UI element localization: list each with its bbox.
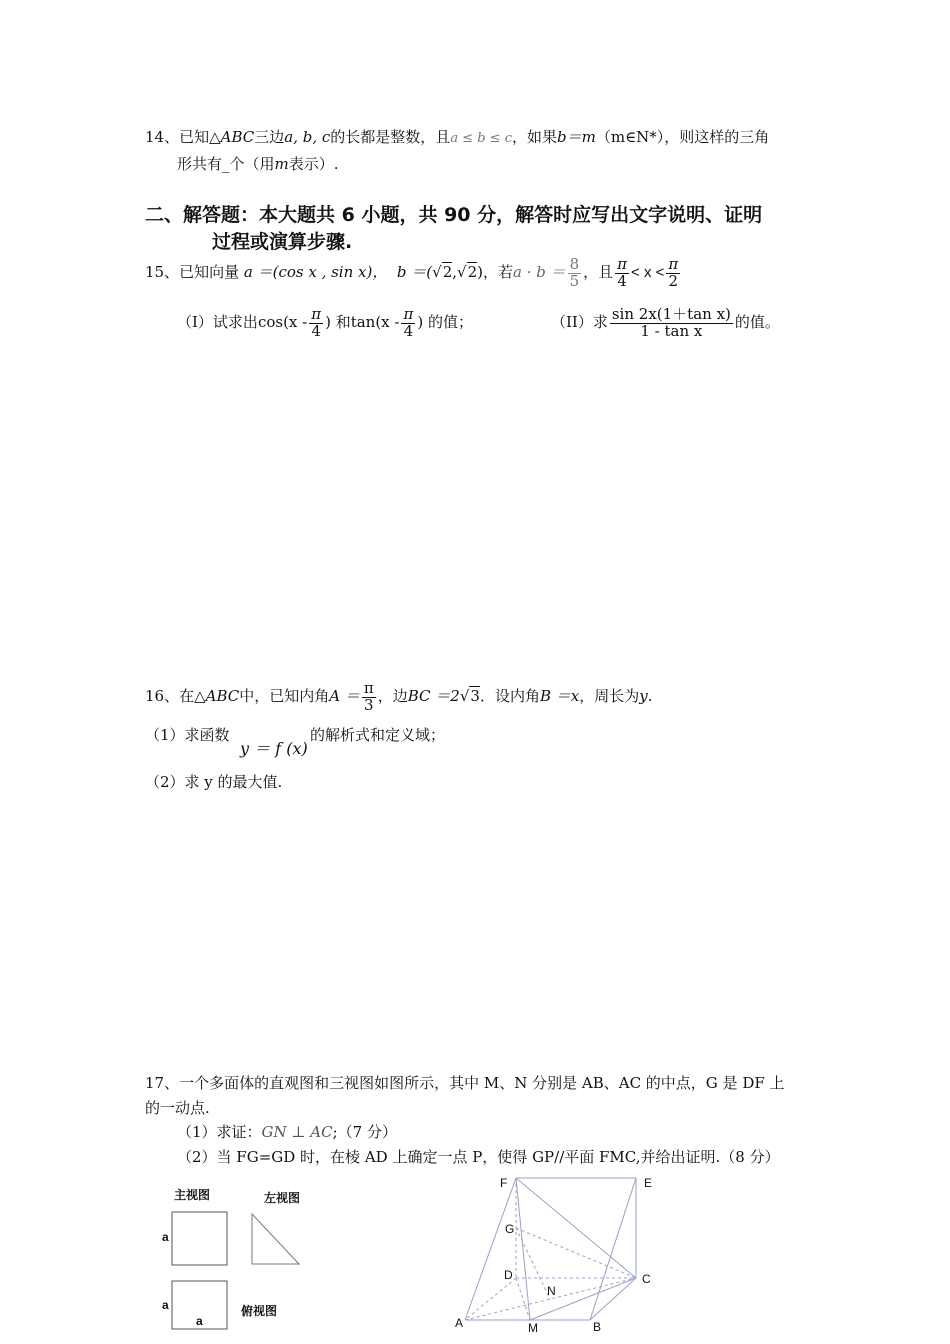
q17-line2: 的一动点. xyxy=(145,1099,210,1117)
q16-text-d: ．设内角 xyxy=(479,687,540,705)
top-view-label: 俯视图 xyxy=(241,1304,278,1318)
edge-FC xyxy=(516,1178,636,1278)
front-view-a: a xyxy=(162,1230,169,1244)
section-title-line2: 过程或演算步骤. xyxy=(212,231,353,253)
q17-line1: 17、一个多面体的直观图和三视图如图所示，其中 M、N 分别是 AB、AC 的中点，G 是 DF 上 xyxy=(145,1074,785,1092)
q16-B-eq: B ＝x xyxy=(539,687,580,705)
q17-part1-post: ;（7 分） xyxy=(332,1123,397,1141)
q14-ineq: a ≤ b ≤ c xyxy=(450,131,512,146)
q15-sqrt-symbol-2: √ xyxy=(457,263,467,281)
q15-sqrt2-a: 2 xyxy=(442,263,453,281)
q16-abc: ABC xyxy=(205,687,240,705)
q14-b: b xyxy=(557,128,567,146)
q16-sqrt-symbol: √ xyxy=(459,687,470,705)
q16-part1-pre: （1）求函数 xyxy=(145,726,230,744)
edge-GC xyxy=(516,1228,636,1278)
q15-pi-c: π xyxy=(311,304,322,323)
q15-comma: , xyxy=(452,263,458,281)
point-E: E xyxy=(644,1176,653,1190)
q14-abc: ABC xyxy=(220,128,255,146)
q14-vars: a, b, c xyxy=(284,128,331,146)
top-view-a-left: a xyxy=(162,1298,169,1312)
q15-pi-d: π xyxy=(403,304,414,323)
top-view-a-bottom: a xyxy=(196,1314,203,1328)
q15-part2-pre: （II）求 xyxy=(551,313,608,331)
q16-text-c: ，边 xyxy=(377,687,408,705)
q15-vec-b-post: )，若 xyxy=(477,263,513,281)
q15-sqrt-symbol-1: √ xyxy=(432,263,442,281)
q15-cos-expr: cos(x - xyxy=(257,313,308,331)
point-B: B xyxy=(593,1320,602,1334)
q15-lt-x-lt: < x < xyxy=(631,264,665,281)
q16-pi: π xyxy=(363,678,374,697)
q15-and: ) 和 xyxy=(325,313,351,331)
q17-gn-ac: GN ⊥ AC xyxy=(261,1123,333,1141)
left-view-label: 左视图 xyxy=(264,1191,301,1205)
q14-text-b: 三边 xyxy=(254,128,285,146)
q16-text-b: 中，已知内角 xyxy=(239,687,330,705)
q16-part2: （2）求 y 的最大值. xyxy=(145,773,283,791)
q15-part2-den: 1 - tan x xyxy=(640,321,703,340)
q16-text-e: ，周长为 xyxy=(579,687,640,705)
point-M: M xyxy=(528,1321,538,1335)
q14-eq-m: ＝m xyxy=(566,128,596,146)
q15-dot: a · b ＝ xyxy=(512,263,566,281)
q17-part1-pre: （1）求证： xyxy=(177,1123,262,1141)
q14-text-c: 的长都是整数，且 xyxy=(330,128,451,146)
point-F: F xyxy=(500,1176,508,1190)
q15-frac-num: 8 xyxy=(569,254,580,273)
front-view-label: 主视图 xyxy=(174,1188,211,1202)
point-D: D xyxy=(504,1268,513,1282)
q15-sqrt2-b: 2 xyxy=(467,263,478,281)
q14-line2-text: 形共有_个（用 xyxy=(177,155,275,173)
q15-frac-den: 5 xyxy=(569,271,580,290)
q14-text-d: ，如果 xyxy=(511,128,557,146)
q16-y: y xyxy=(639,687,648,705)
q16-three: 3 xyxy=(364,695,374,714)
edge-FM xyxy=(516,1178,530,1320)
q15-part2-post: 的值。 xyxy=(734,313,780,331)
q15-pi-b: π xyxy=(668,254,679,273)
q15-intro: 15、已知向量 xyxy=(145,263,240,281)
q16-bc: BC ＝2 xyxy=(407,687,460,705)
q15-four-a: 4 xyxy=(617,271,627,290)
q14-m: m xyxy=(274,155,289,173)
q15-pi-a: π xyxy=(617,254,628,273)
q14-text-a: 14、已知△ xyxy=(145,128,221,146)
q16-func: y ＝ f (x) xyxy=(240,739,308,758)
point-A: A xyxy=(455,1316,464,1330)
q16-text-a: 16、在△ xyxy=(145,687,206,705)
q15-tan-expr: tan(x - xyxy=(350,313,400,331)
q14-line2-end: 表示）. xyxy=(288,155,339,173)
edge-GN xyxy=(516,1228,550,1299)
section-title-line1: 二、解答题：本大题共 6 小题，共 90 分，解答时应写出文字说明、证明 xyxy=(145,204,763,226)
q14-paren: （m∈N*） xyxy=(595,128,665,146)
q15-cond-pre: ，且 xyxy=(583,263,614,281)
q16-A-eq: A ＝ xyxy=(329,687,360,705)
q15-part1-pre: （I）试求出 xyxy=(177,313,258,331)
q15-part2-num: sin 2x(1＋tan x) xyxy=(611,304,731,323)
point-C: C xyxy=(642,1272,651,1286)
q17-part2: （2）当 FG=GD 时，在棱 AD 上确定一点 P，使得 GP//平面 FMC,并给出证明.（8 分） xyxy=(177,1148,780,1166)
q16-sqrt3: 3 xyxy=(470,687,480,705)
point-N: N xyxy=(547,1284,556,1298)
q15-vec-b-pre: b ＝( xyxy=(396,263,433,281)
q15-two: 2 xyxy=(668,271,679,290)
q14-text-e: ，则这样的三角 xyxy=(664,128,770,146)
q15-four-c: 4 xyxy=(403,321,414,340)
q15-vec-a: a ＝(cos x , sin x)， xyxy=(243,263,388,281)
q15-part1-post: ) 的值； xyxy=(417,313,473,331)
q16-part1-post: 的解析式和定义域； xyxy=(310,726,446,744)
point-G: G xyxy=(505,1222,515,1236)
q15-four-b: 4 xyxy=(311,321,321,340)
edge-MC xyxy=(530,1278,636,1320)
q16-dot-end: . xyxy=(647,687,653,705)
